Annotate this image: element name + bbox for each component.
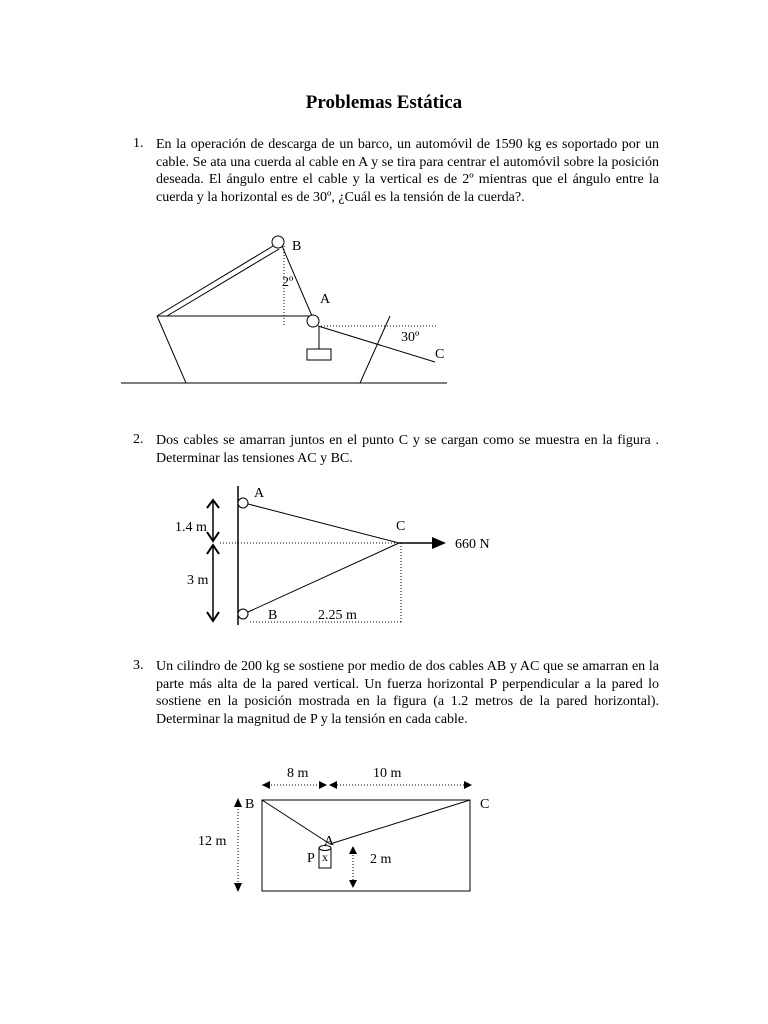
label-dim-2-25: 2.25 m: [318, 608, 357, 623]
label-c: C: [480, 797, 490, 812]
anchor-b: [238, 609, 248, 619]
problem-3-number: 3.: [133, 658, 144, 673]
label-angle-30: 30º: [401, 330, 420, 345]
cable-bc: [248, 543, 399, 612]
figure-3-cylinder: [0, 760, 768, 900]
anchor-a: [238, 498, 248, 508]
label-dim-1-4: 1.4 m: [175, 520, 207, 535]
label-angle-2: 2º: [282, 275, 294, 290]
frame: [262, 800, 470, 891]
problem-2-text: Dos cables se amarran juntos en el punto C y se cargan como se muestra en la figura . Determinar las tensiones AC y BC.: [156, 433, 659, 466]
problem-3-text: Un cilindro de 200 kg se sostiene por medio de dos cables AB y AC que se amarran en la parte más alta de la pared vertical. Un fuerza horizontal P perpendicular a la pared lo sostiene en la posición mostrada en la figura (a 1.2 metros de la pared horizontal). Determinar la magnitud de P y la tensión en cada cable.: [156, 659, 659, 727]
problem-1-number: 1.: [133, 136, 144, 151]
cable-ac: [248, 504, 399, 543]
label-p: P: [307, 851, 315, 866]
label-a: A: [254, 486, 265, 501]
label-b: B: [268, 608, 278, 623]
problem-2-number: 2.: [133, 432, 144, 447]
force-arrow-head: [432, 537, 446, 549]
point-a-ring: [307, 315, 319, 327]
label-a: A: [324, 834, 335, 849]
label-8m: 8 m: [287, 766, 309, 781]
page-title: Problemas Estática: [305, 92, 463, 113]
label-c: C: [396, 519, 406, 534]
label-a: A: [320, 292, 331, 307]
label-force: 660 N: [455, 537, 490, 552]
label-10m: 10 m: [373, 766, 402, 781]
label-2m: 2 m: [370, 852, 392, 867]
label-12m: 12 m: [198, 834, 227, 849]
boat-hull: [157, 316, 390, 383]
cable-ab: [262, 800, 330, 844]
label-b: B: [292, 239, 302, 254]
car-load: [307, 349, 331, 360]
problem-1-text: En la operación de descarga de un barco, un automóvil de 1590 kg es soportado por un cable. Se ata una cuerda al cable en A y se tira para centrar el automóvil sobre la posición deseada. El ángulo entre el cable y la vertical es de 2º mientras que el ángulo entre la cuerda y la horizontal es de 30º, ¿Cuál es la tensión de la cuerda?.: [156, 137, 659, 205]
label-x: x: [322, 850, 328, 864]
figure-1-boat-crane: [0, 230, 768, 400]
cable-ac: [330, 800, 470, 844]
figure-2-two-cables: [0, 480, 768, 630]
label-b: B: [245, 797, 255, 812]
label-dim-3: 3 m: [187, 573, 209, 588]
crane-boom: [157, 243, 278, 316]
label-c: C: [435, 347, 445, 362]
